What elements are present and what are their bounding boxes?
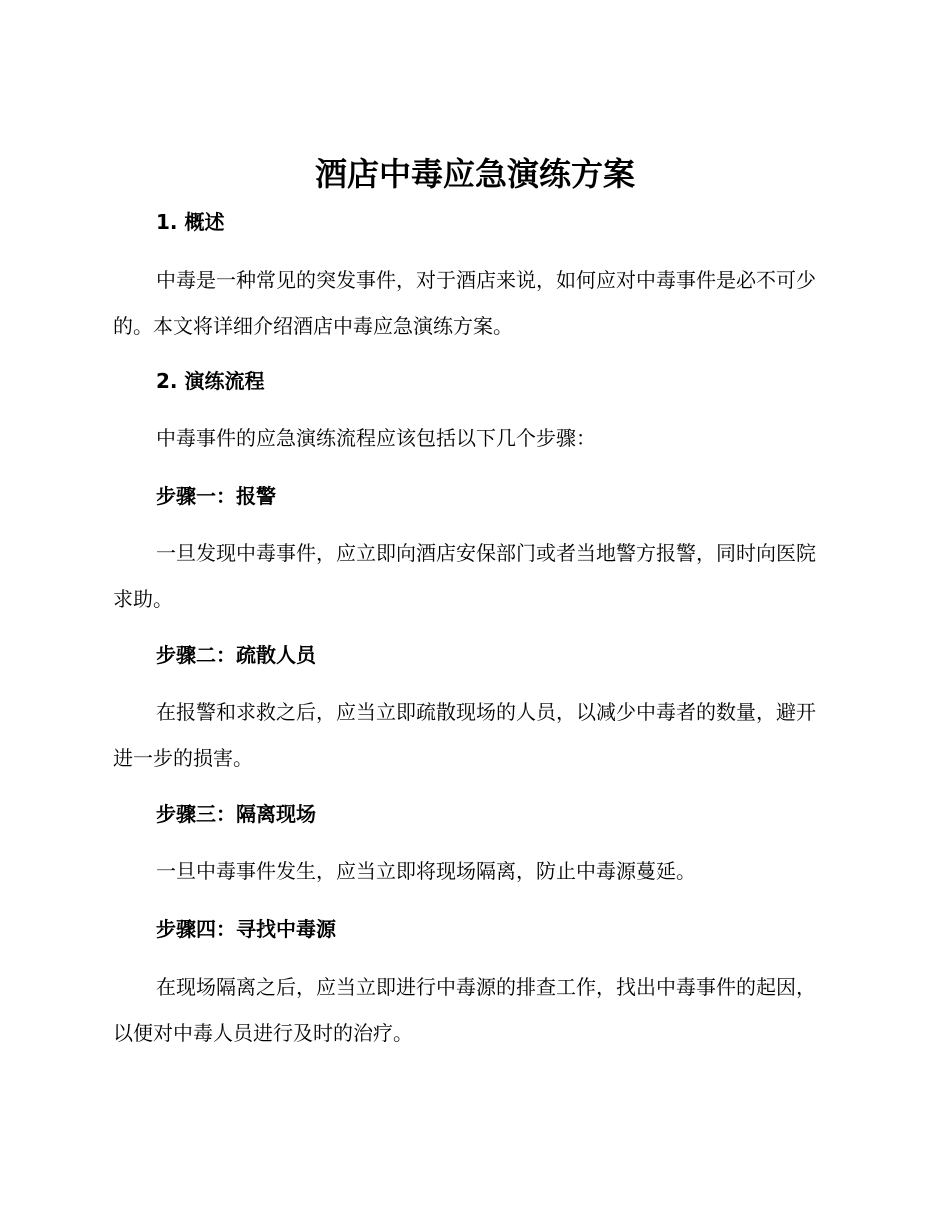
section-heading-process: 2. 演练流程: [156, 369, 265, 393]
step-heading-2: 步骤二：疏散人员: [156, 643, 316, 667]
paragraph-overview: 中毒是一种常见的突发事件，对于酒店来说，如何应对中毒事件是必不可少的。本文将详细介绍酒店中毒应急演练方案。: [113, 268, 816, 338]
step-heading-3: 步骤三：隔离现场: [156, 802, 316, 826]
section-heading-overview: 1. 概述: [156, 210, 225, 234]
paragraph-process-intro: 中毒事件的应急演练流程应该包括以下几个步骤：: [156, 426, 596, 450]
step-text-1: 一旦发现中毒事件，应立即向酒店安保部门或者当地警方报警，同时向医院求助。: [113, 541, 816, 611]
step-heading-1: 步骤一：报警: [156, 484, 276, 508]
step-text-4: 在现场隔离之后，应当立即进行中毒源的排查工作，找出中毒事件的起因，以便对中毒人员进行及时的治疗。: [113, 975, 816, 1045]
step-heading-4: 步骤四：寻找中毒源: [156, 917, 336, 941]
step-text-3: 一旦中毒事件发生，应当立即将现场隔离，防止中毒源蔓延。: [156, 859, 696, 883]
document-title: 酒店中毒应急演练方案: [314, 155, 635, 193]
step-text-2: 在报警和求救之后，应当立即疏散现场的人员，以减少中毒者的数量，避开进一步的损害。: [113, 700, 816, 770]
